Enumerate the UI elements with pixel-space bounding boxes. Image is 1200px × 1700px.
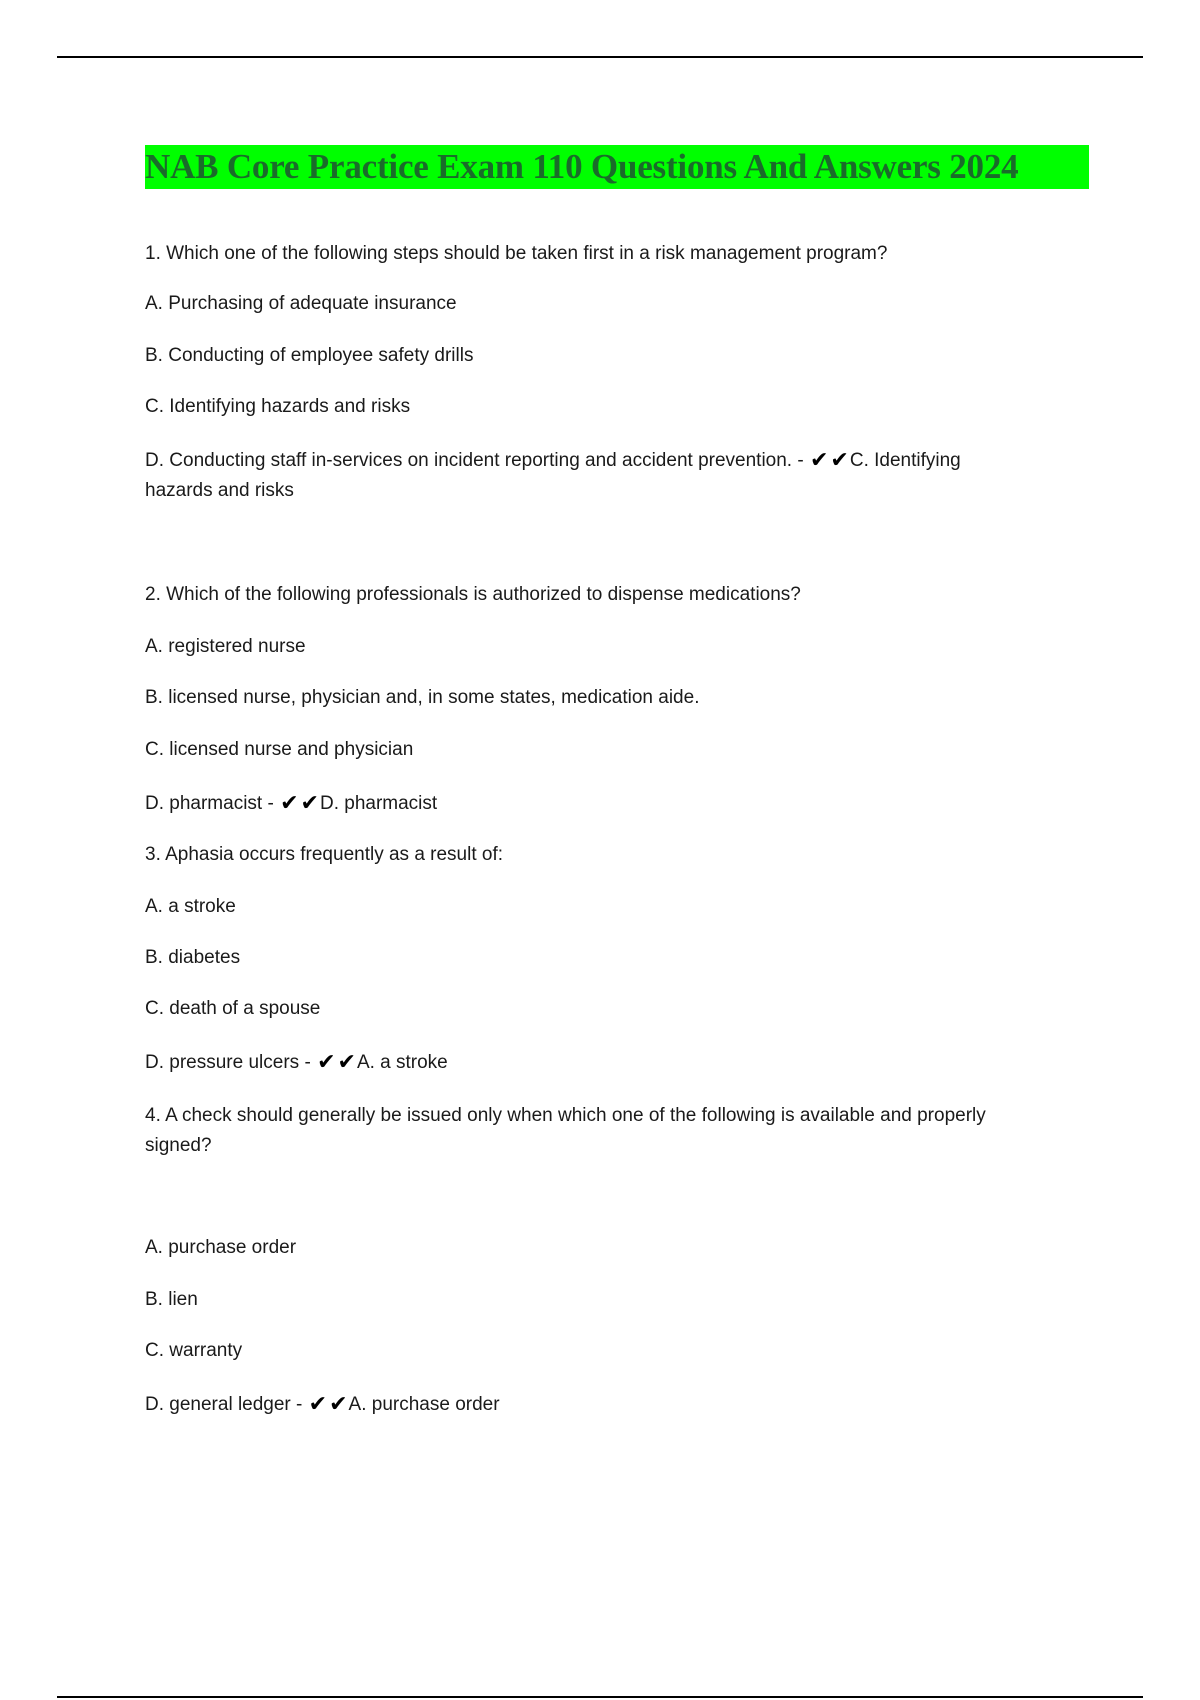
check-icon: ✔ — [830, 448, 849, 473]
question-3-option-a: A. a stroke — [145, 896, 236, 917]
check-icon: ✔ — [337, 1050, 356, 1075]
question-1-option-d: D. Conducting staff in-services on incident reporting and accident prevention. - — [145, 450, 804, 471]
bottom-rule — [57, 1696, 1143, 1698]
check-icon: ✔ — [308, 1392, 328, 1417]
question-4-option-d: D. general ledger - — [145, 1394, 303, 1415]
question-3-option-d-line — [145, 1048, 1065, 1078]
question-1-option-a: A. Purchasing of adequate insurance — [145, 293, 457, 314]
question-4-text: 4. A check should generally be issued only when which one of the following is available and properly — [145, 1105, 986, 1126]
question-3-option-c: C. death of a spouse — [145, 998, 321, 1019]
question-4-option-c: C. warranty — [145, 1340, 243, 1361]
question-3-answer: A. a stroke — [356, 1052, 448, 1073]
question-1-option-d-line — [145, 446, 1065, 476]
question-4-text-cont: signed? — [145, 1135, 212, 1156]
question-2-option-b: B. licensed nurse, physician and, in some states, medication aide. — [145, 687, 700, 708]
check-icon: ✔ — [329, 1392, 348, 1417]
top-rule — [57, 56, 1143, 58]
check-icon: ✔ — [809, 448, 829, 473]
question-4-option-b: B. lien — [145, 1289, 198, 1310]
title-highlight — [145, 145, 1089, 189]
question-3-text: 3. Aphasia occurs frequently as a result of: — [145, 844, 504, 865]
question-1-text: 1. Which one of the following steps should be taken first in a risk management program? — [145, 243, 888, 264]
question-4-answer: A. purchase order — [348, 1394, 500, 1415]
question-4-option-a: A. purchase order — [145, 1237, 297, 1258]
question-4-option-d-line — [145, 1390, 1065, 1420]
question-1-answer-cont: hazards and risks — [145, 480, 294, 501]
document-title: NAB Core Practice Exam 110 Questions And Answers 2024 — [145, 147, 1019, 186]
question-2-text: 2. Which of the following professionals is authorized to dispense medications? — [145, 584, 801, 605]
question-1-answer: C. Identifying — [849, 450, 961, 471]
question-2-option-d-line — [145, 789, 1065, 819]
question-1-option-b: B. Conducting of employee safety drills — [145, 345, 474, 366]
question-2-answer: D. pharmacist — [319, 793, 438, 814]
question-2-option-d: D. pharmacist - — [145, 793, 274, 814]
question-3-option-b: B. diabetes — [145, 947, 241, 968]
question-1-option-c: C. Identifying hazards and risks — [145, 396, 411, 417]
question-2-option-a: A. registered nurse — [145, 636, 306, 657]
check-icon: ✔ — [300, 791, 319, 816]
check-icon: ✔ — [280, 791, 299, 816]
check-icon: ✔ — [317, 1050, 336, 1075]
question-2-option-c: C. licensed nurse and physician — [145, 739, 414, 760]
question-3-option-d: D. pressure ulcers - — [145, 1052, 311, 1073]
